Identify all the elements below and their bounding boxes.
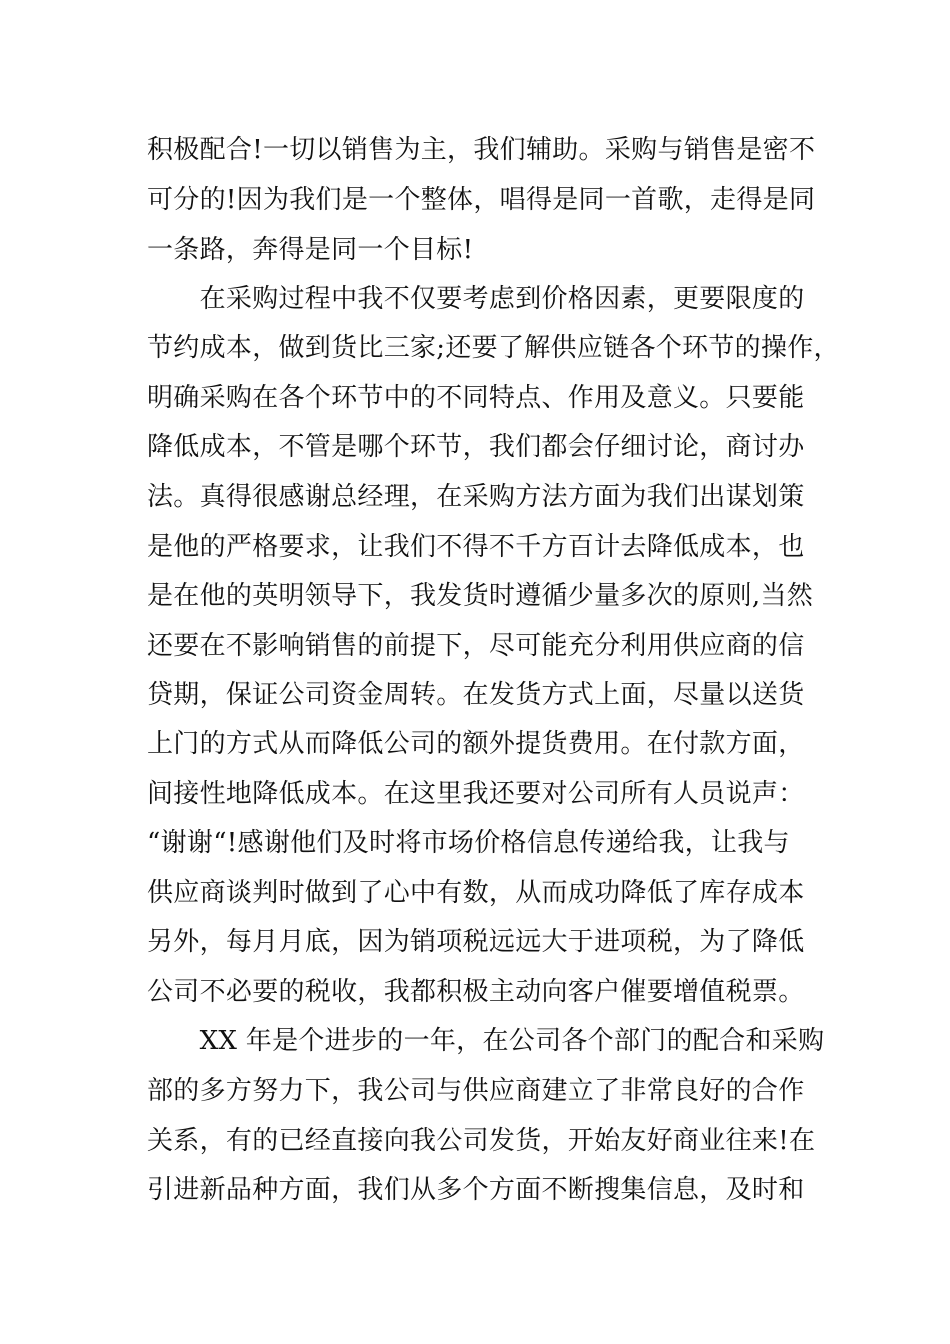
- text-line: 是在他的英明领导下，我发货时遵循少量多次的原则,当然: [147, 581, 814, 611]
- text-line: 公司不必要的税收，我都积极主动向客户催要增值税票。: [147, 977, 805, 1007]
- text-line: 可分的!因为我们是一个整体，唱得是同一首歌，走得是同: [147, 185, 816, 215]
- text-line: “谢谢“!感谢他们及时将市场价格信息传递给我，让我与: [147, 828, 790, 858]
- text-line: 一条路，奔得是同一个目标!: [147, 235, 474, 265]
- text-line: 引进新品种方面，我们从多个方面不断搜集信息，及时和: [147, 1175, 805, 1205]
- text-line: 在采购过程中我不仅要考虑到价格因素，更要限度的: [147, 284, 805, 314]
- text-line: 关系，有的已经直接向我公司发货，开始友好商业往来!在: [147, 1126, 816, 1156]
- text-line: XX 年是个进步的一年，在公司各个部门的配合和采购: [147, 1026, 825, 1056]
- text-line: 节约成本，做到货比三家;还要了解供应链各个环节的操作，: [147, 333, 840, 363]
- text-line: 另外，每月月底，因为销项税远远大于进项税，为了降低: [147, 927, 805, 957]
- text-line: 贷期，保证公司资金周转。在发货方式上面，尽量以送货: [147, 680, 805, 710]
- text-line: 降低成本，不管是哪个环节，我们都会仔细讨论，商讨办: [147, 432, 805, 462]
- text-line: 是他的严格要求，让我们不得不千方百计去降低成本，也: [147, 532, 805, 562]
- text-line: 间接性地降低成本。在这里我还要对公司所有人员说声：: [147, 779, 805, 809]
- text-line: 上门的方式从而降低公司的额外提货费用。在付款方面，: [147, 729, 805, 759]
- text-line: 还要在不影响销售的前提下，尽可能充分利用供应商的信: [147, 631, 805, 661]
- text-line: 供应商谈判时做到了心中有数，从而成功降低了库存成本: [147, 878, 805, 908]
- text-line: 积极配合!一切以销售为主，我们辅助。采购与销售是密不: [147, 135, 816, 165]
- text-line: 部的多方努力下，我公司与供应商建立了非常良好的合作: [147, 1076, 805, 1106]
- text-line: 明确采购在各个环节中的不同特点、作用及意义。只要能: [147, 383, 805, 413]
- text-line: 法。真得很感谢总经理，在采购方法方面为我们出谋划策: [147, 482, 805, 512]
